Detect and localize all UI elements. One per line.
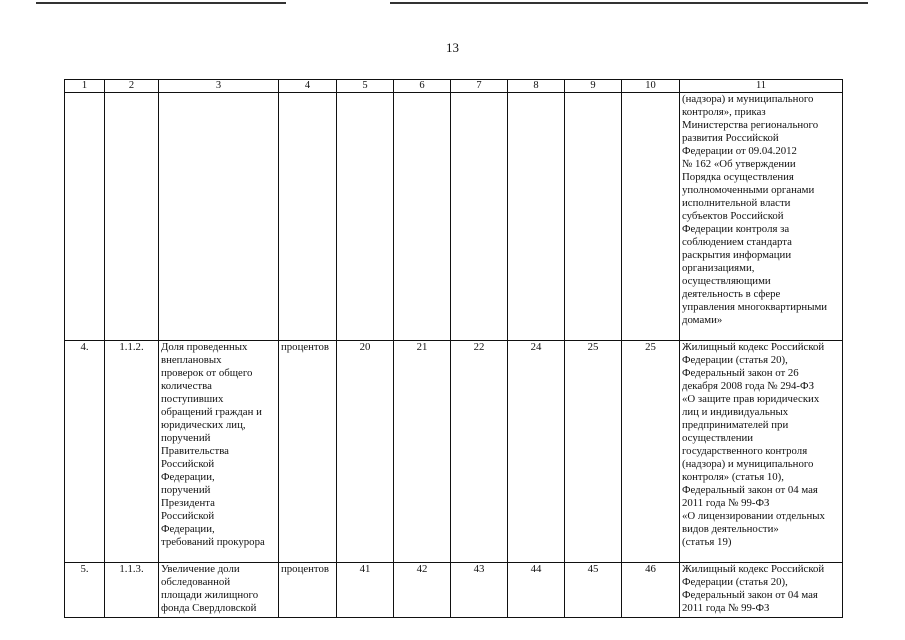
row-value-10: 25 bbox=[622, 341, 680, 563]
row-value-9 bbox=[565, 93, 622, 341]
row-indicator: Увеличение доли обследованной площади жилищного фонда Свердловской bbox=[159, 563, 279, 618]
top-rule-left bbox=[36, 2, 286, 4]
column-number: 2 bbox=[105, 80, 159, 93]
row-value-6: 21 bbox=[394, 341, 451, 563]
row-value-10: 46 bbox=[622, 563, 680, 618]
row-number: 4. bbox=[65, 341, 105, 563]
row-value-10 bbox=[622, 93, 680, 341]
top-rule-right bbox=[390, 2, 868, 4]
row-value-5: 20 bbox=[337, 341, 394, 563]
table-row bbox=[65, 563, 843, 618]
row-unit bbox=[279, 93, 337, 341]
column-number: 1 bbox=[65, 80, 105, 93]
row-indicator: Доля проведенных внеплановых проверок от общего количества поступивших обращений граждан и юридических лиц, поручений Правительства Российской Федерации, поручений Президента Российской Федерации, требований прокурора bbox=[159, 341, 279, 563]
column-number: 5 bbox=[337, 80, 394, 93]
row-number: 5. bbox=[65, 563, 105, 618]
row-value-6 bbox=[394, 93, 451, 341]
row-unit: процентов bbox=[279, 341, 337, 563]
row-value-7 bbox=[451, 93, 508, 341]
column-number: 3 bbox=[159, 80, 279, 93]
row-value-7: 43 bbox=[451, 563, 508, 618]
column-number: 7 bbox=[451, 80, 508, 93]
table-row bbox=[65, 341, 843, 563]
row-value-9: 25 bbox=[565, 341, 622, 563]
column-number-row bbox=[65, 80, 843, 93]
column-number: 6 bbox=[394, 80, 451, 93]
column-number: 10 bbox=[622, 80, 680, 93]
row-legal-basis: Жилищный кодекс Российской Федерации (статья 20), Федеральный закон от 26 декабря 2008 года № 294-ФЗ «О защите прав юридических лиц и индивидуальных предпринимателей при осуществлении государственного контроля (надзора) и муниципального контроля» (статья 10), Федеральный закон от 04 мая 2011 года № 99-ФЗ «О лицензировании отдельных видов деятельности» (статья 19) bbox=[680, 341, 843, 563]
page-number: 13 bbox=[446, 40, 459, 55]
row-value-9: 45 bbox=[565, 563, 622, 618]
row-code: 1.1.2. bbox=[105, 341, 159, 563]
column-number: 9 bbox=[565, 80, 622, 93]
column-number: 4 bbox=[279, 80, 337, 93]
column-number: 11 bbox=[680, 80, 843, 93]
row-legal-basis: (надзора) и муниципального контроля», приказ Министерства регионального развития Российской Федерации от 09.04.2012 № 162 «Об утверждении Порядка осуществления уполномоченными органами исполнительной власти субъектов Российской Федерации контроля за соблюдением стандарта раскрытия информации организациями, осуществляющими деятельность в сфере управления многоквартирными домами» bbox=[680, 93, 843, 341]
row-code bbox=[105, 93, 159, 341]
indicators-table bbox=[64, 79, 843, 618]
row-value-7: 22 bbox=[451, 341, 508, 563]
row-value-8 bbox=[508, 93, 565, 341]
row-number bbox=[65, 93, 105, 341]
row-indicator bbox=[159, 93, 279, 341]
row-value-5: 41 bbox=[337, 563, 394, 618]
table-row bbox=[65, 93, 843, 341]
row-value-5 bbox=[337, 93, 394, 341]
row-unit: процентов bbox=[279, 563, 337, 618]
row-value-8: 24 bbox=[508, 341, 565, 563]
row-legal-basis: Жилищный кодекс Российской Федерации (статья 20), Федеральный закон от 04 мая 2011 года № 99-ФЗ bbox=[680, 563, 843, 618]
row-value-8: 44 bbox=[508, 563, 565, 618]
row-code: 1.1.3. bbox=[105, 563, 159, 618]
row-value-6: 42 bbox=[394, 563, 451, 618]
column-number: 8 bbox=[508, 80, 565, 93]
